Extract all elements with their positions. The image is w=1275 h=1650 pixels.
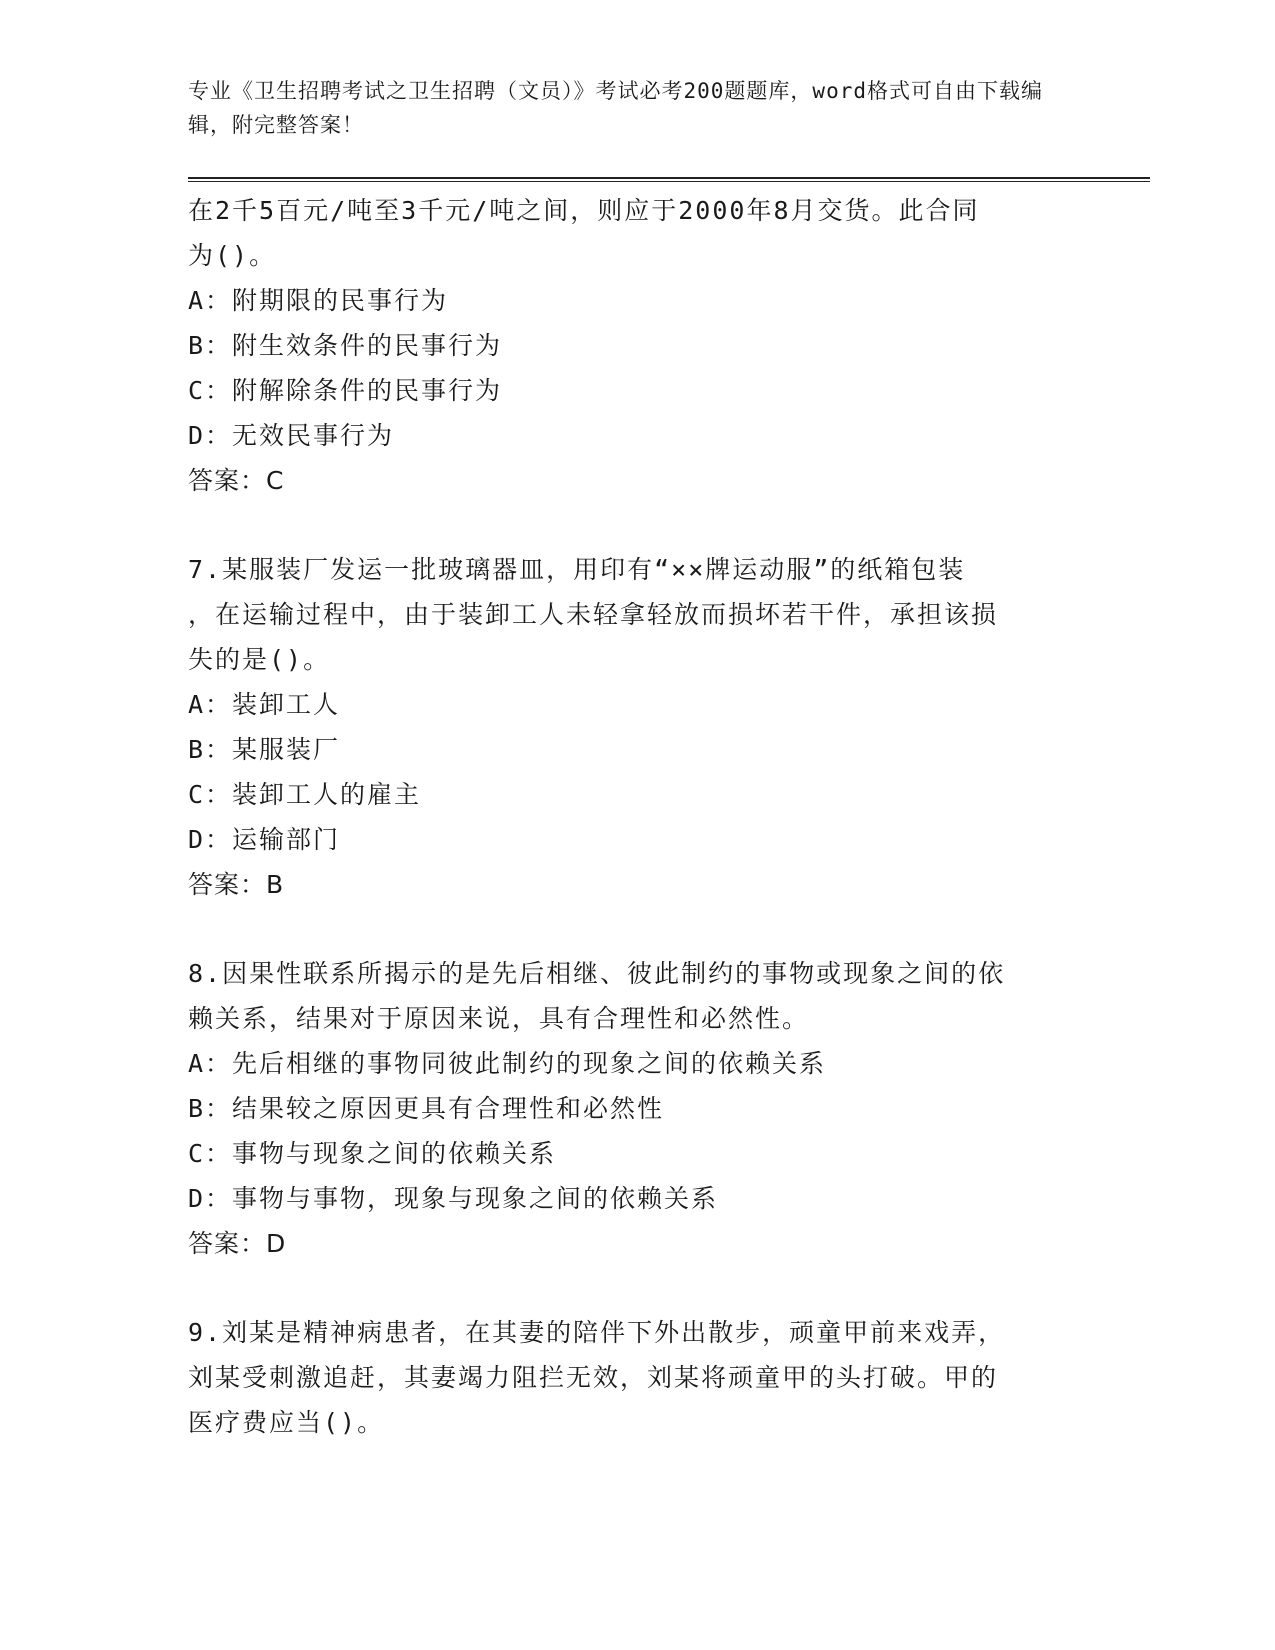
question-line: ，在运输过程中，由于装卸工人未轻拿轻放而损坏若干件，承担该损	[188, 600, 999, 629]
option-a: A：先后相继的事物同彼此制约的现象之间的依赖关系	[188, 1049, 827, 1078]
question-line: 8.因果性联系所揭示的是先后相继、彼此制约的事物或现象之间的依	[188, 959, 1006, 988]
option-a: A：附期限的民事行为	[188, 286, 449, 315]
spacer	[188, 503, 1088, 547]
option-b: B：附生效条件的民事行为	[188, 331, 503, 360]
question-block	[188, 951, 1088, 1266]
question-block	[188, 1310, 1088, 1445]
answer-line: 答案：C	[188, 466, 285, 495]
option-b: B：结果较之原因更具有合理性和必然性	[188, 1094, 665, 1123]
question-line: 9.刘某是精神病患者，在其妻的陪伴下外出散步，顽童甲前来戏弄，	[188, 1318, 1006, 1347]
question-line: 刘某受刺激追赶，其妻竭力阻拦无效，刘某将顽童甲的头打破。甲的	[188, 1363, 999, 1392]
answer-line: 答案：D	[188, 1229, 287, 1258]
spacer	[188, 907, 1088, 951]
option-a: A：装卸工人	[188, 690, 341, 719]
option-c: C：附解除条件的民事行为	[188, 376, 503, 405]
option-b: B：某服装厂	[188, 735, 341, 764]
option-d: D：事物与事物，现象与现象之间的依赖关系	[188, 1184, 719, 1213]
question-line: 为()。	[188, 241, 277, 270]
question-line: 7.某服装厂发运一批玻璃器皿，用印有“××牌运动服”的纸箱包装	[188, 555, 966, 584]
option-c: C：事物与现象之间的依赖关系	[188, 1139, 557, 1168]
option-c: C：装卸工人的雇主	[188, 780, 422, 809]
question-list	[188, 188, 1088, 1445]
question-block	[188, 188, 1088, 503]
header-divider	[188, 177, 1150, 182]
answer-line: 答案：B	[188, 870, 285, 899]
question-line: 医疗费应当()。	[188, 1408, 385, 1437]
question-line: 失的是()。	[188, 645, 331, 674]
option-d: D：无效民事行为	[188, 421, 395, 450]
spacer	[188, 1266, 1088, 1310]
header-title: 专业《卫生招聘考试之卫生招聘（文员）》考试必考200题题库，word格式可自由下载编辑，附完整答案！	[188, 79, 1043, 137]
option-d: D：运输部门	[188, 825, 341, 854]
question-block	[188, 547, 1088, 907]
page-header	[188, 74, 1058, 142]
question-line: 在2千5百元/吨至3千元/吨之间，则应于2000年8月交货。此合同	[188, 196, 980, 225]
question-line: 赖关系，结果对于原因来说，具有合理性和必然性。	[188, 1004, 810, 1033]
